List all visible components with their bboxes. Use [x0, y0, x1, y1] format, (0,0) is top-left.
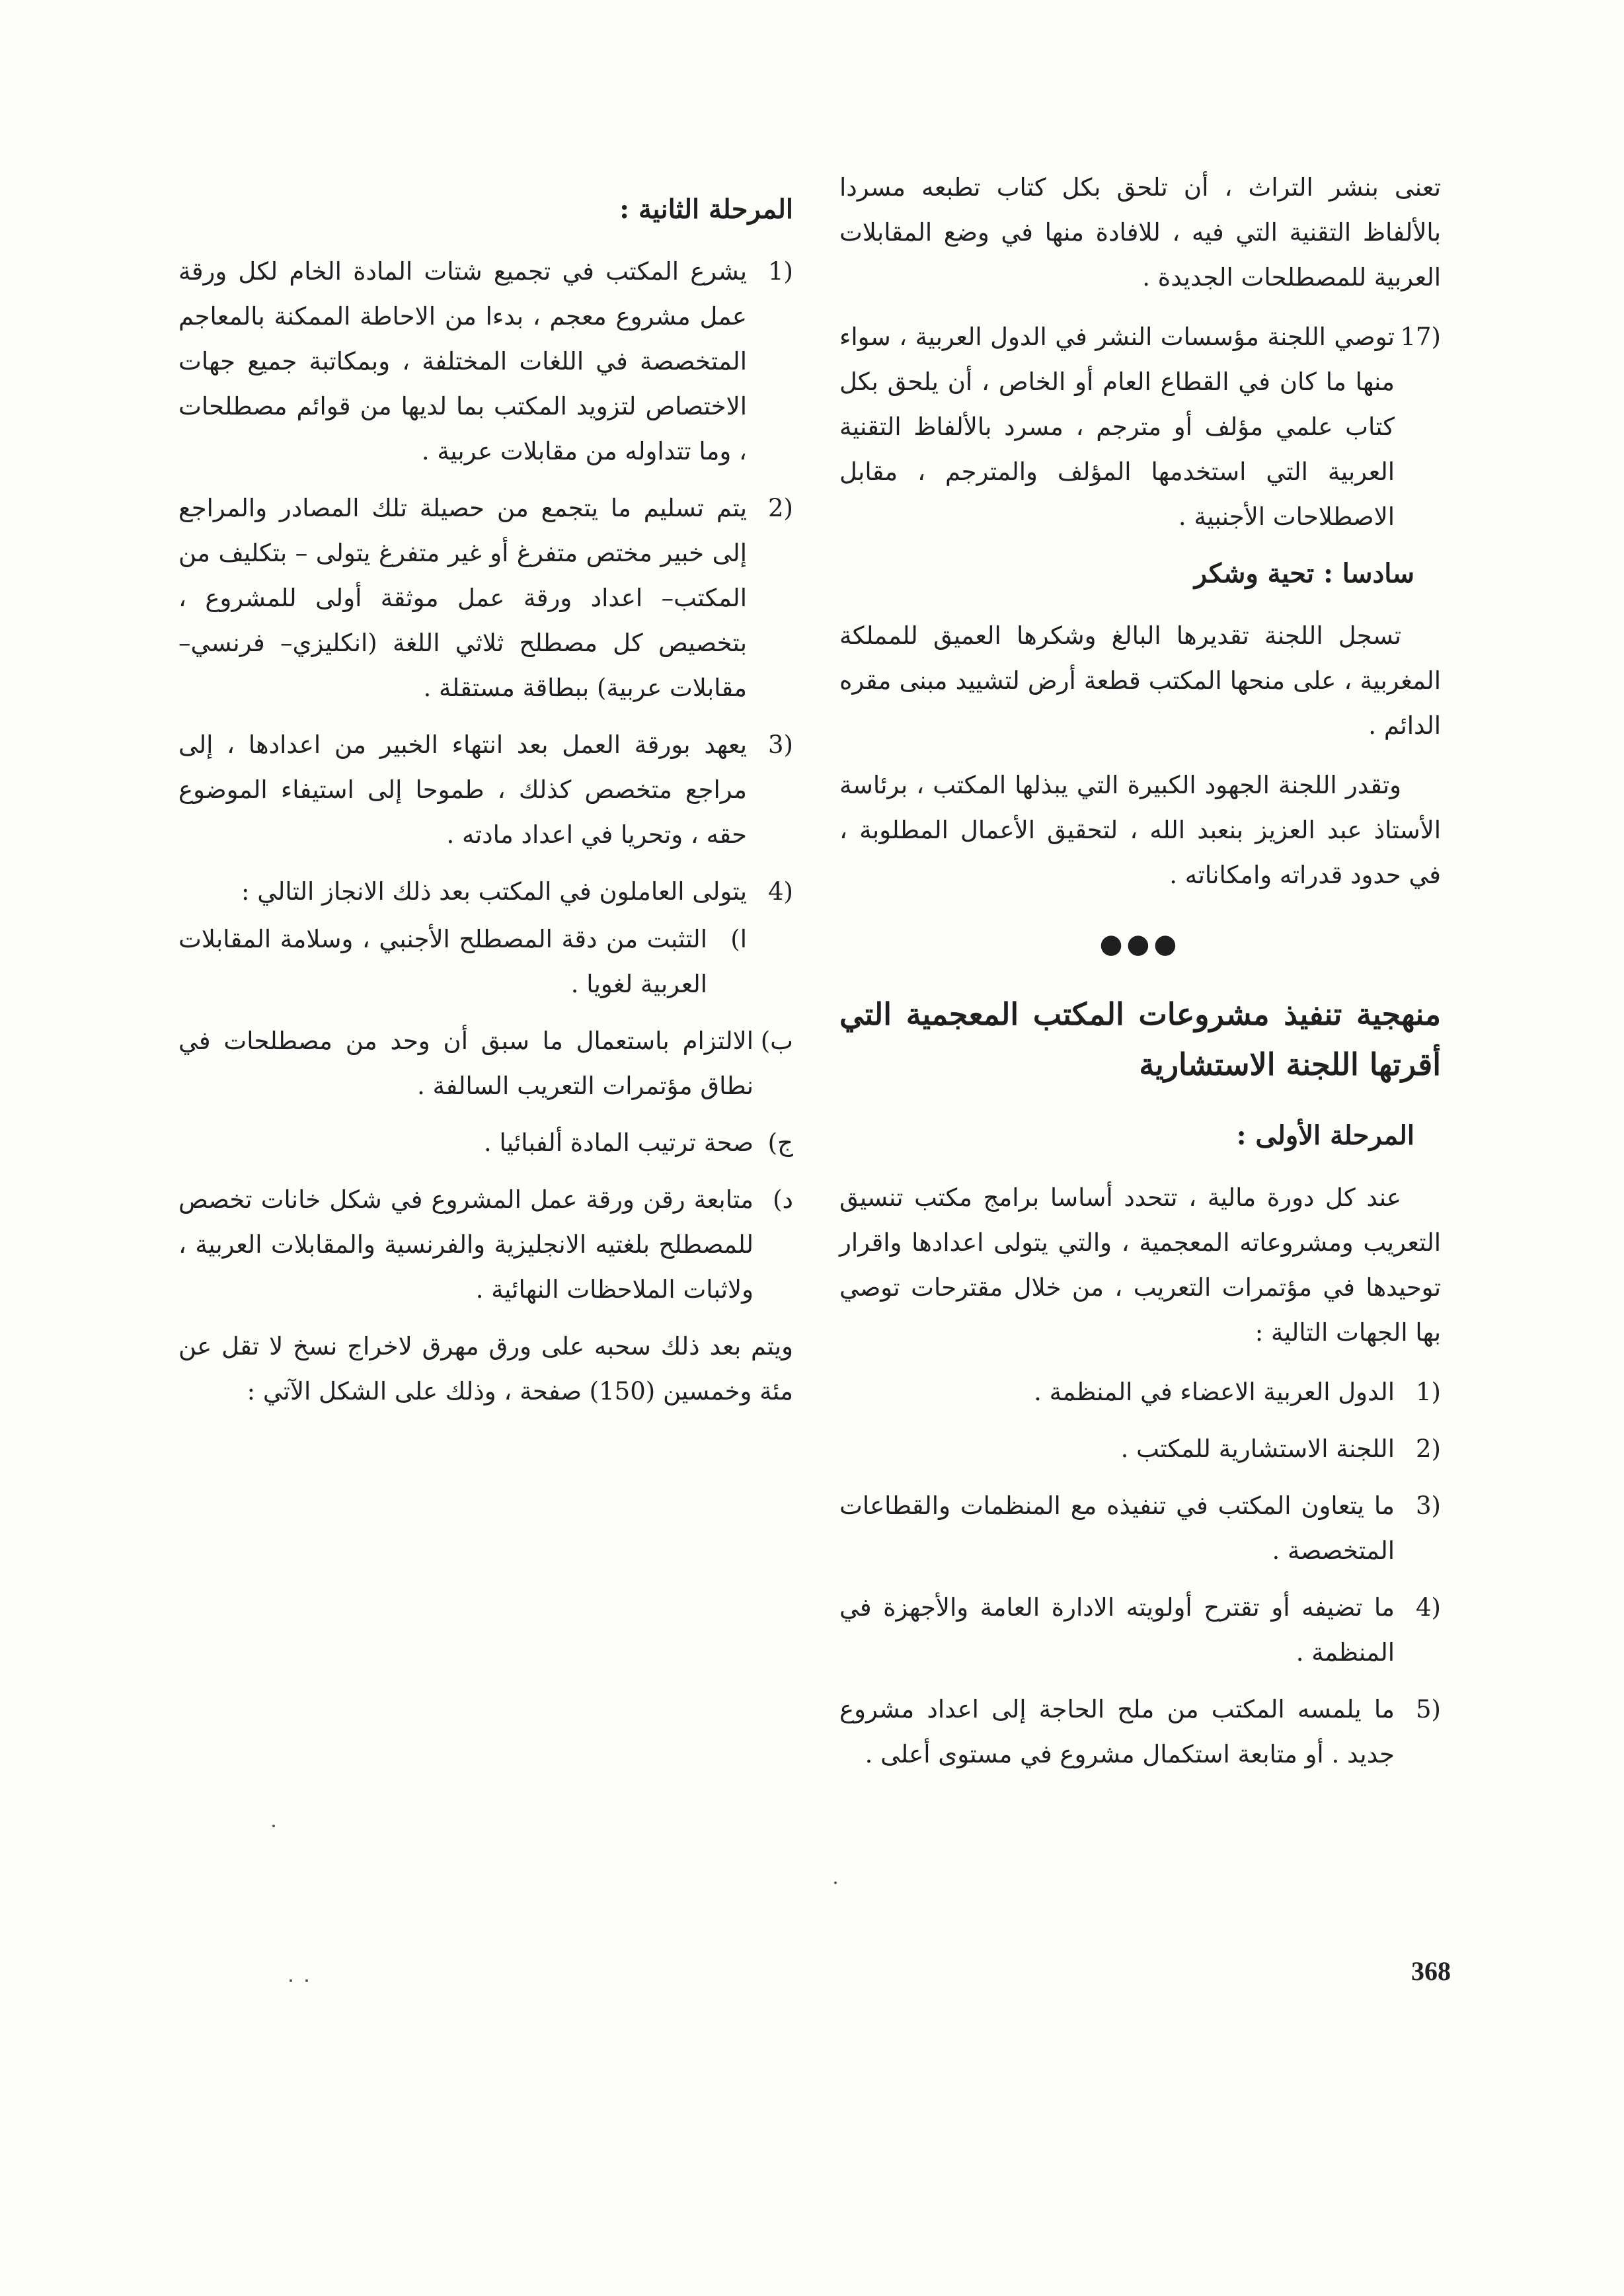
sub-list-item: [178, 1177, 793, 1312]
item-number: 3): [1416, 1491, 1441, 1520]
main-heading: منهجية تنفيذ مشروعات المكتب المعجمية التي أقرتها اللجنة الاستشارية: [839, 996, 1441, 1082]
sub-item-text: التثبت من دقة المصطلح الأجنبي ، وسلامة المقابلات العربية لغويا .: [178, 925, 707, 998]
item-number: 2): [1416, 1435, 1441, 1463]
list-item: [178, 723, 793, 857]
stage-1-heading: المرحلة الأولى :: [1236, 1120, 1414, 1151]
sub-item-letter: د): [773, 1185, 793, 1214]
list-item: [178, 486, 793, 711]
item-number: 17): [1400, 323, 1441, 351]
item-text: يتولى العاملون في المكتب بعد ذلك الانجاز التالي :: [241, 877, 747, 906]
list-item: [178, 249, 793, 474]
item-text: اللجنة الاستشارية للمكتب .: [1120, 1435, 1395, 1463]
scan-speck: [272, 1825, 275, 1827]
item-text: الدول العربية الاعضاء في المنظمة .: [1034, 1378, 1395, 1406]
section-heading-thanks: سادسا : تحية وشكر: [1194, 558, 1414, 589]
sub-item-letter: ب): [760, 1027, 793, 1055]
intro-paragraph: تعنى بنشر التراث ، أن تلحق بكل كتاب تطبعه مسردا بالألفاظ التقنية التي فيه ، للافادة منها في وضع المقابلات العربية للمصطلحات الجديدة .: [839, 173, 1441, 292]
list-item-17: [839, 315, 1441, 539]
item-number: 4): [1416, 1593, 1441, 1622]
sub-list-item: [178, 1121, 793, 1166]
item-text: يشرع المكتب في تجميع شتات المادة الخام لكل ورقة عمل مشروع معجم ، بدءا من الاحاطة الممكنة بالمعاجم المتخصصة في اللغات المختلفة ، وبمكاتبة جميع جهات الاختصاص لتزويد المكتب بما لديها من قوائم مصطلحات ، وما تتداوله من مقابلات عربية .: [178, 257, 747, 465]
item-number: 1): [1416, 1378, 1441, 1406]
item-number: 5): [1416, 1695, 1441, 1723]
thanks-paragraph-1: تسجل اللجنة تقديرها البالغ وشكرها العميق للمملكة المغربية ، على منحها المكتب قطعة أرض لتشييد مبنى مقره الدائم .: [839, 621, 1441, 740]
item-text: ما يلمسه المكتب من ملح الحاجة إلى اعداد مشروع جديد . أو متابعة استكمال مشروع في مستوى أعلى .: [839, 1695, 1395, 1768]
sub-item-letter: ج): [767, 1128, 793, 1157]
scan-speck: [305, 1979, 308, 1982]
item-number: 4): [768, 877, 793, 906]
stage-2-heading: المرحلة الثانية :: [619, 194, 793, 225]
list-item: [178, 869, 793, 914]
item-text: يعهد بورقة العمل بعد انتهاء الخبير من اعدادها ، إلى مراجع متخصص كذلك ، طموحا إلى استيفاء الموضوع حقه ، وتحريا في اعداد مادته .: [178, 731, 747, 849]
stage-1-paragraph: عند كل دورة مالية ، تتحدد أساسا برامج مكتب تنسيق التعريب ومشروعاته المعجمية ، والتي يتولى اعدادها واقرار توحيدها في مؤتمرات التعريب ، من خلال مقترحات توصي بها الجهات التالية :: [839, 1183, 1441, 1347]
thanks-paragraph-2: وتقدر اللجنة الجهود الكبيرة التي يبذلها المكتب ، برئاسة الأستاذ عبد العزيز بنعبد الله ، لتحقيق الأعمال المطلوبة ، في حدود قدراته وامكاناته .: [839, 771, 1441, 889]
scan-speck: [290, 1979, 292, 1982]
list-item: [839, 1484, 1441, 1573]
sub-item-text: متابعة رقن ورقة عمل المشروع في شكل خانات تخصص للمصطلح بلغتيه الانجليزية والفرنسية والمقابلات العربية ، ولاثبات الملاحظات النهائية .: [178, 1185, 754, 1304]
item-text: ما يتعاون المكتب في تنفيذه مع المنظمات والقطاعات المتخصصة .: [839, 1491, 1395, 1565]
separator-dots: ●●●: [1099, 929, 1181, 959]
final-paragraph: ويتم بعد ذلك سحبه على ورق مهرق لاخراج نسخ لا تقل عن مئة وخمسين (150) صفحة ، وذلك على الشكل الآتي :: [178, 1332, 793, 1405]
left-column: [178, 175, 793, 1429]
item-text: توصي اللجنة مؤسسات النشر في الدول العربية ، سواء منها ما كان في القطاع العام أو الخاص ، أن يلحق بكل كتاب علمي مؤلف أو مترجم ، مسرد بالألفاظ التقنية العربية التي استخدمها المؤلف والمترجم ، مقابل الاصطلاحات الأجنبية .: [839, 323, 1395, 531]
item-text: يتم تسليم ما يتجمع من حصيلة تلك المصادر والمراجع إلى خبير مختص متفرغ أو غير متفرغ يتولى – بتكليف من المكتب– اعداد ورقة عمل موثقة أولى للمشروع ، بتخصيص كل مصطلح ثلاثي اللغة (انكليزي– فرنسي– مقابلات عربية) ببطاقة مستقلة .: [178, 494, 747, 702]
scan-speck: [834, 1881, 837, 1884]
list-item: [839, 1370, 1441, 1415]
item-number: 2): [768, 494, 793, 522]
item-text: ما تضيفه أو تقترح أولويته الادارة العامة والأجهزة في المنظمة .: [839, 1593, 1395, 1667]
right-column: [839, 165, 1441, 1789]
item-number: 3): [768, 731, 793, 759]
list-item: [839, 1585, 1441, 1675]
list-item: [839, 1687, 1441, 1777]
list-item: [839, 1427, 1441, 1472]
sub-item-letter: ا): [730, 925, 747, 953]
sub-item-text: صحة ترتيب المادة ألفبائيا .: [484, 1128, 754, 1157]
sub-list-item: [178, 917, 747, 1007]
sub-list-item: [178, 1019, 793, 1109]
page-number: 368: [1411, 1956, 1451, 1986]
sub-item-text: الالتزام باستعمال ما سبق أن وحد من مصطلحات في نطاق مؤتمرات التعريب السالفة .: [178, 1027, 754, 1100]
item-number: 1): [768, 257, 793, 286]
